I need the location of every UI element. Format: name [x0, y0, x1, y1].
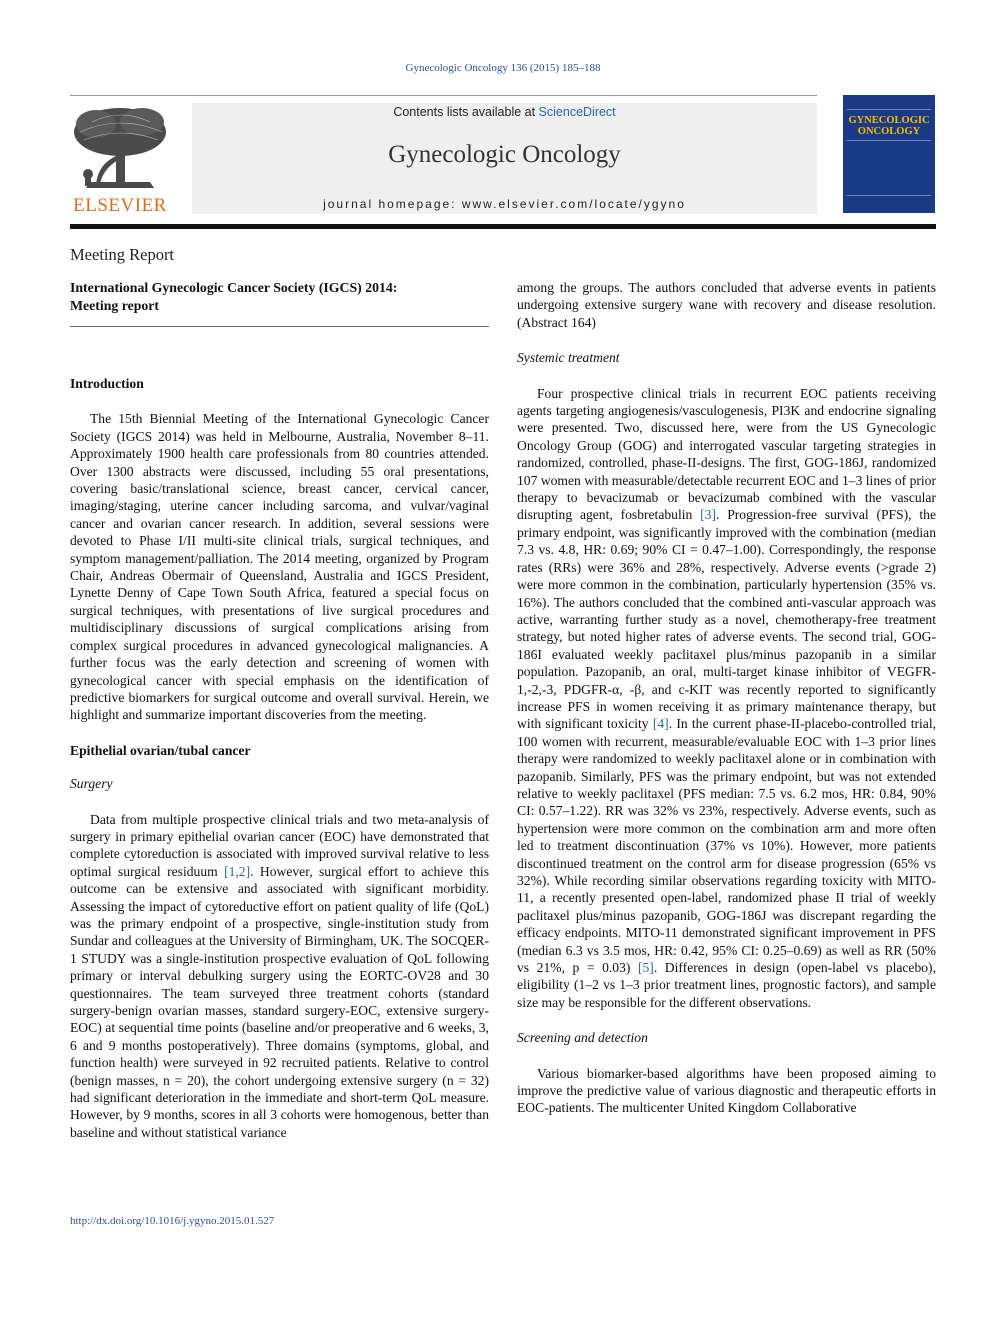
- title-divider: [70, 326, 489, 327]
- journal-title: Gynecologic Oncology: [388, 141, 621, 168]
- sciencedirect-link[interactable]: ScienceDirect: [538, 105, 616, 119]
- journal-cover-thumbnail: [843, 95, 935, 213]
- header-divider: [70, 95, 817, 96]
- contents-line: [192, 105, 817, 119]
- introduction-paragraph: The 15th Biennial Meeting of the International Gynecologic Cancer Society (IGCS 2014) was held in Melbourne, Australia, November 8–11. Approximately 1900 health care professionals from 80 countries attended. Over 1300 abstracts were discussed, including 55 oral presentations, covering basic/translational science, breast cancer, cervical cancer, imaging/staging, uterine cancer including sarcoma, and vulvar/vaginal cancer and ovarian cancer research. In addition, several sessions were devoted to Phase I/II multi-site clinical trials, surgical techniques, and symptom management/palliation. The 2014 meeting, organized by Program Chair, Andreas Obermair of Queensland, Australia and IGCS President, Lynette Denny of Cape Town South Africa, featured a special focus on surgical techniques, with presentations of live surgical procedures and multidisciplinary discussions of surgical complications arising from complex surgical procedures in advanced gynecological malignancies. A further focus was the early detection and screening of women with gynecological cancer with special emphasis on the identification of predictive biomarkers for surgical outcome and overall survival. Herein, we highlight and summarize important discoveries from the meeting.: [70, 411, 489, 723]
- screening-paragraph: Various biomarker-based algorithms have been proposed aiming to improve the predictive value of various diagnostic and therapeutic efforts in EOC-patients. The multicenter United Kingdom Collaborative: [517, 1065, 936, 1116]
- systemic-text-c: . In the current phase-II-placebo-controlled trial, 100 women with recurrent, measurable/evaluable EOC with 1–3 prior lines therapy were randomized to weekly paclitaxel alone or in combination with pazopanib. Similarly, PFS was the primary endpoint, but was not extended relative to weekly paclitaxel (PFS median: 7.5 vs. 6.2 mos, HR: 0.84, 90% CI: 0.57–1.22). RR was 32% vs 23%, respectively. Adverse events, such as hypertension were more common on the combination arm and more often led to treatment discontinuation (37% vs 10%). However, more patients discontinued treatment on the control arm for disease progression (65% vs 32%). While recording similar observations regarding toxicity with MITO-11, a recently presented open-label, randomized phase II trial of weekly paclitaxel plus/minus pazopanib, GOG-186J was discrepant regarding the efficacy endpoints. MITO-11 demonstrated significant improvement in PFS (median 6.3 vs 3.5 mos, HR: 0.42, 95% CI: 0.25–0.69) as well as RR (50% vs 21%, p = 0.03): [517, 716, 936, 976]
- article-title-line2: Meeting report: [70, 297, 160, 313]
- systemic-text-b: . Progression-free survival (PFS), the primary endpoint, was significantly improved with the combination (median 7.3 vs. 4.8, HR: 0.69; 90% CI = 0.47–1.00). Correspondingly, the response rates (RRs) were 36% and 28%, respectively. Adverse events (>grade 2) were more common in the combination, particularly hypertension (35% vs. 16%). The authors concluded that the combined anti-vascular approach was active, warranting further study as a novel, chemotherapy-free treatment strategy, but noted higher rates of adverse events. The second trial, GOG-186I evaluated weekly paclitaxel plus/minus pazopanib in a similar population. Pazopanib, an oral, multi-target kinase inhibitor of VEGFR-1,-2,-3, PDGFR-α, -β, and c-KIT was recently reported to significantly increase PFS in women receiving it as primary maintenance therapy, but with significant toxicity: [517, 507, 936, 732]
- article-title-line1: International Gynecologic Cancer Society (IGCS) 2014:: [70, 280, 398, 295]
- article-type: Meeting Report: [70, 245, 175, 264]
- reference-link-3[interactable]: [3]: [700, 507, 716, 523]
- contents-prefix: Contents lists available at: [393, 105, 539, 119]
- screening-heading: Screening and detection: [517, 1030, 648, 1046]
- introduction-heading: Introduction: [70, 376, 144, 391]
- reference-link-5[interactable]: [5]: [637, 960, 654, 976]
- reference-link-1-2[interactable]: [1,2]: [224, 863, 251, 879]
- journal-citation[interactable]: Gynecologic Oncology 136 (2015) 185–188: [405, 62, 601, 74]
- systemic-paragraph: [517, 385, 936, 1012]
- left-column: [70, 375, 489, 1141]
- right-column: [517, 279, 936, 1117]
- surgery-text-a: Data from multiple prospective clinical trials and two meta-analysis of surgery in primary epithelial ovarian cancer (EOC) have demonstrated that complete cytoreduction is associated with improved survival relative to less optimal surgical residuum: [70, 811, 489, 879]
- article-title: [70, 279, 490, 314]
- surgery-heading: Surgery: [70, 776, 113, 792]
- cover-footer: [847, 195, 931, 208]
- cover-title-line1: GYNECOLOGIC: [848, 115, 930, 126]
- systemic-text-a: Four prospective clinical trials in recurrent EOC patients receiving agents targeting angiogenesis/vasculogenesis, PI3K and endocrine signaling were presented. Two, discussed here, were from the US Gynecologic Oncology Group (GOG) and interrogated vascular targeting strategies in randomized, controlled, phase-II-designs. The first, GOG-186J, randomized 107 women with measurable/detectable recurrent EOC and 1–3 lines of prior therapy to bevacizumab or bevacizumab combined with the vascular disrupting agent, fosbretabulin: [517, 385, 937, 523]
- systemic-treatment-heading: Systemic treatment: [517, 350, 620, 366]
- continued-paragraph: among the groups. The authors concluded that adverse events in patients undergoing extensive surgery wane with recovery and disease resolution. (Abstract 164): [517, 280, 936, 330]
- eoc-heading: Epithelial ovarian/tubal cancer: [70, 742, 251, 758]
- cover-title: [843, 115, 935, 137]
- surgery-paragraph: [70, 811, 489, 1142]
- journal-header: [192, 103, 817, 214]
- systemic-text-d: . Differences in design (open-label vs placebo), eligibility (1–2 vs 1–3 prior treatment lines, prognostic factors), and sample size may be responsible for the different observations.: [517, 960, 936, 1010]
- elsevier-wordmark: ELSEVIER: [73, 195, 167, 216]
- journal-homepage[interactable]: journal homepage: www.elsevier.com/locate/ygyno: [323, 197, 686, 211]
- doi-link[interactable]: http://dx.doi.org/10.1016/j.ygyno.2015.01.527: [70, 1215, 275, 1227]
- reference-link-4[interactable]: [4]: [652, 716, 669, 732]
- surgery-text-b: . However, surgical effort to achieve this outcome can be extensive and associated with significant morbidity. Assessing the impact of cytoreductive effort on patient quality of life (QoL) was the primary endpoint of a prospective, single-institution study from Sundar and colleagues at the University of Birmingham, UK. The SOCQER-1 STUDY was a single-institution prospective evaluation of QoL following primary or interval debulking surgery using the EORTC-OV28 and 30 questionnaires. The team surveyed three treatment cohorts (standard surgery-benign ovarian masses, standard surgery-EOC, extensive surgery-EOC) at sequential time points (baseline and/or preoperative and 6 weeks, 3, 6 and 9 months postoperatively). Three domains (symptoms, global, and function health) were surveyed in 92 recruited patients. Relative to control (benign masses, n = 20), the cohort undergoing extensive surgery (n = 32) had significant deterioration in the immediate and short-term QoL measure. However, by 9 months, scores in all 3 cohorts were homogenous, better than baseline and without statistical variance: [70, 863, 489, 1140]
- cover-title-line2: ONCOLOGY: [857, 126, 921, 137]
- header-thick-rule: [70, 224, 936, 229]
